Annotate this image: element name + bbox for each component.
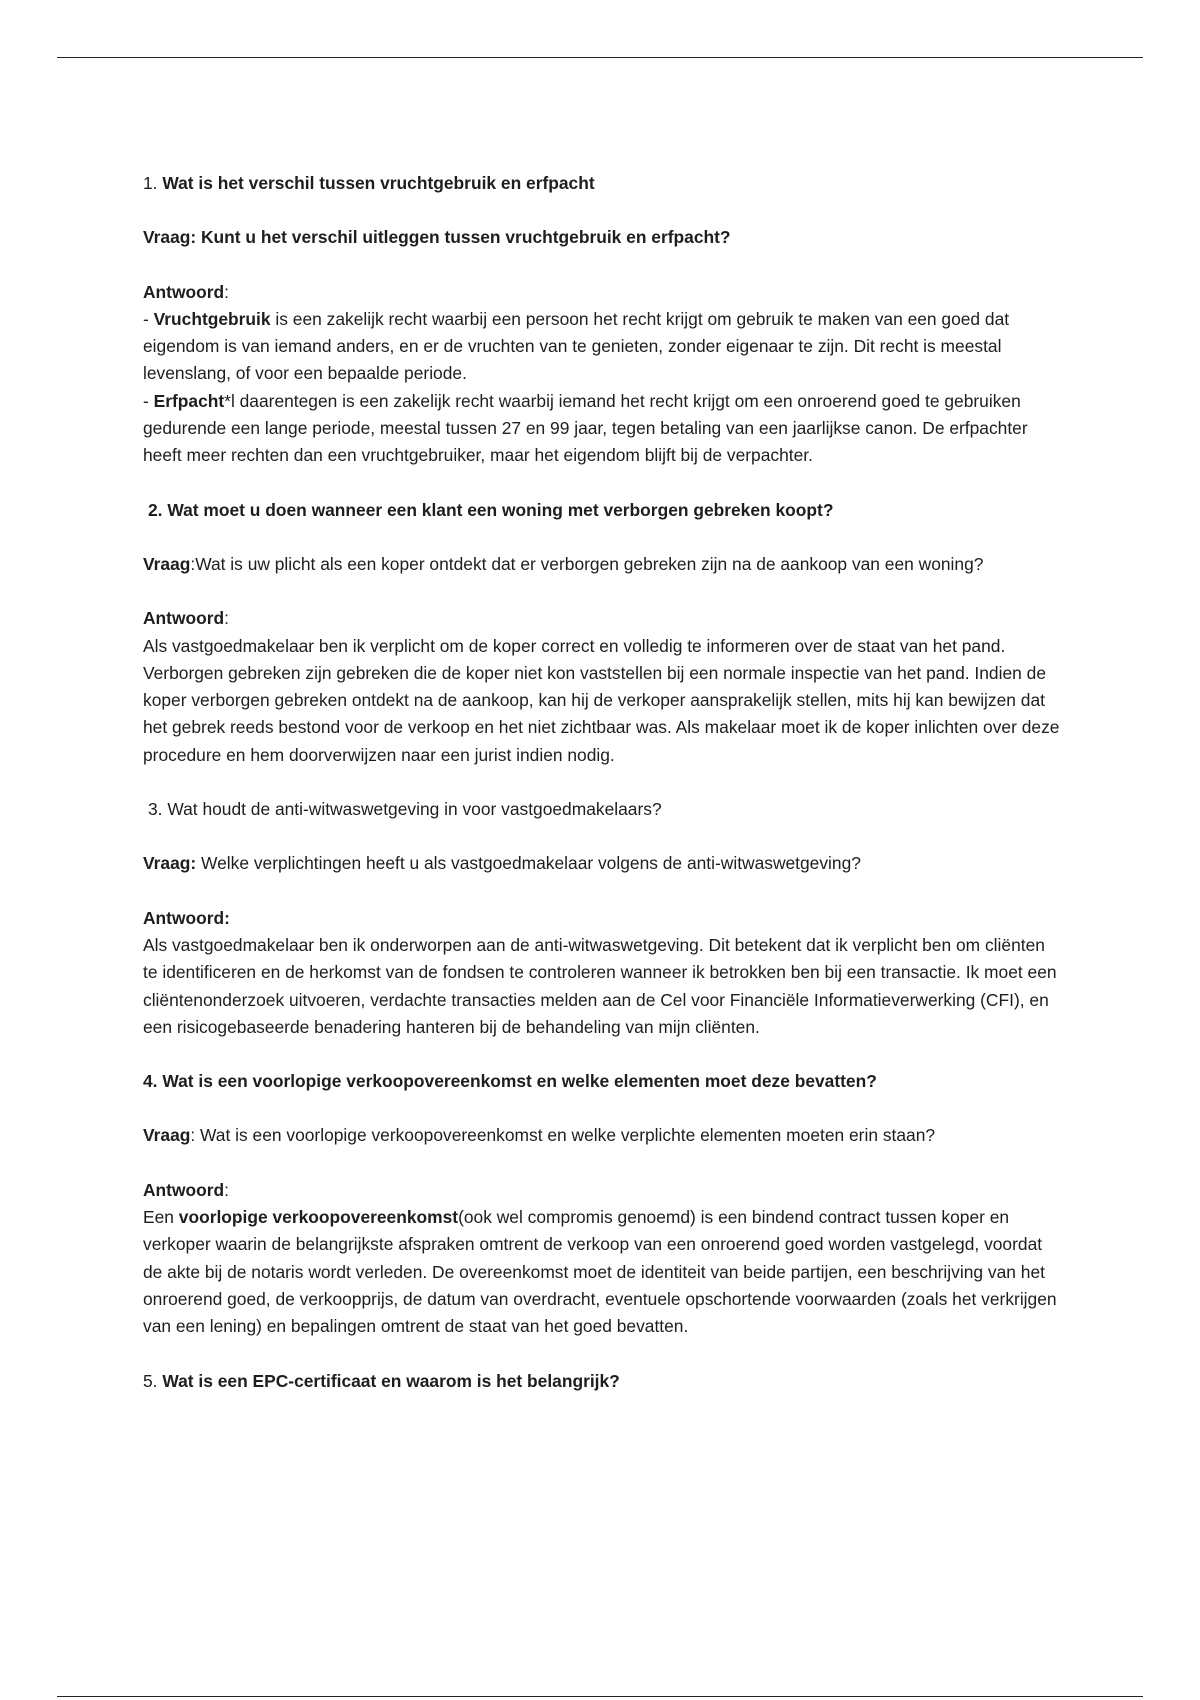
section-2-question <box>143 551 1063 578</box>
section-5-title: Wat is een EPC-certificaat en waarom is het belangrijk? <box>162 1370 620 1391</box>
section-1-bullet-erfpacht <box>143 388 1063 470</box>
answer-body: (ook wel compromis genoemd) is een bindend contract tussen koper en verkoper waarin de belangrijkste afspraken omtrent de verkoop van een onroerend goed worden vastgelegd, voordat de akte bij de notaris wordt verleden. De overeenkomst moet de identiteit van beide partijen, een beschrijving van het onroerend goed, de verkoopprijs, de datum van overdracht, eventuele opschortende voorwaarden (zoals het verkrijgen van een lening) en bepalingen omtrent de staat van het goed bevatten. <box>143 1207 1057 1337</box>
section-1-number: 1. <box>143 173 163 193</box>
section-5-number: 5. <box>143 1370 163 1391</box>
section-4-answer-text <box>143 1204 1063 1340</box>
bullet-dash: - <box>143 390 154 411</box>
section-1-heading <box>143 170 1063 197</box>
answer-intro: Een <box>143 1207 179 1228</box>
document-body <box>143 170 1063 1395</box>
section-1-title: Wat is het verschil tussen vruchtgebruik en erfpacht <box>162 173 595 193</box>
answer-label: Antwoord <box>143 1179 225 1200</box>
question-text: :Wat is uw plicht als een koper ontdekt dat er verborgen gebreken zijn na de aankoop van een woning? <box>190 553 984 574</box>
question-label: Vraag: <box>143 853 197 874</box>
section-4-question <box>143 1122 1063 1149</box>
section-2-answer-label <box>143 605 1063 632</box>
section-3-answer-text: Als vastgoedmakelaar ben ik onderworpen aan de anti-witwaswetgeving. Dit betekent dat ik verplicht ben om cliënten te identificeren en de herkomst van de fondsen te controleren wanneer ik betrokken ben bij een transactie. Ik moet een cliëntenonderzoek uitvoeren, verdachte transacties melden aan de Cel voor Financiële Informatieverwerking (CFI), en een risicogebaseerde benadering hanteren bij de behandeling van mijn cliënten. <box>143 934 1057 1037</box>
question-label: Vraag <box>143 553 191 574</box>
question-label: Vraag <box>143 227 191 248</box>
question-text: : Wat is een voorlopige verkoopovereenkomst en welke verplichte elementen moeten erin staan? <box>190 1125 936 1146</box>
section-3-answer-label: Antwoord: <box>143 907 230 928</box>
section-3-question <box>143 850 1063 877</box>
header-rule <box>57 57 1143 58</box>
section-1-answer-label <box>143 279 1063 306</box>
answer-term: voorlopige verkoopovereenkomst <box>178 1207 459 1228</box>
bullet-text: *l daarentegen is een zakelijk recht waarbij iemand het recht krijgt om een onroerend goed te gebruiken gedurende een lange periode, meestal tussen 27 en 99 jaar, tegen betaling van een jaarlijkse canon. De erfpachter heeft meer rechten dan een vruchtgebruiker, maar het eigendom blijft bij de verpachter. <box>143 390 1028 466</box>
bullet-term: Erfpacht <box>153 390 225 411</box>
bullet-text: is een zakelijk recht waarbij een persoon het recht krijgt om gebruik te maken van een goed dat eigendom is van iemand anders, en er de vruchten van te genieten, zonder eigenaar te zijn. Dit recht is meestal levenslang, of voor een bepaalde periode. <box>143 308 1010 384</box>
answer-colon: : <box>224 608 229 629</box>
answer-colon: : <box>224 1179 229 1200</box>
question-text: : Kunt u het verschil uitleggen tussen vruchtgebruik en erfpacht? <box>190 227 731 248</box>
bullet-term: Vruchtgebruik <box>153 308 271 329</box>
section-2-answer-text: Als vastgoedmakelaar ben ik verplicht om de koper correct en volledig te informeren over de staat van het pand. Verborgen gebreken zijn gebreken die de koper niet kon vaststellen bij een normale inspectie van het pand. Indien de koper verborgen gebreken ontdekt na de aankoop, kan hij de verkoper aansprakelijk stellen, mits hij kan bewijzen dat het gebrek reeds bestond voor de verkoop en het niet zichtbaar was. Als makelaar moet ik de koper inlichten over deze procedure en hem doorverwijzen naar een jurist indien nodig. <box>143 635 1060 765</box>
section-5-heading <box>143 1368 1063 1395</box>
question-label: Vraag <box>143 1125 191 1146</box>
section-2-heading: 2. Wat moet u doen wanneer een klant een woning met verborgen gebreken koopt? <box>148 499 834 520</box>
question-text: Welke verplichtingen heeft u als vastgoedmakelaar volgens de anti-witwaswetgeving? <box>196 853 861 874</box>
answer-label: Antwoord <box>143 281 225 302</box>
answer-colon: : <box>224 281 229 302</box>
section-3-heading: 3. Wat houdt de anti-witwaswetgeving in voor vastgoedmakelaars? <box>148 799 662 820</box>
section-1-question <box>143 224 1063 251</box>
section-4-answer-label <box>143 1177 1063 1204</box>
section-4-heading: 4. Wat is een voorlopige verkoopovereenkomst en welke elementen moet deze bevatten? <box>143 1071 877 1092</box>
answer-label: Antwoord <box>143 608 225 629</box>
footer-rule <box>57 1696 1143 1697</box>
section-1-bullet-vruchtgebruik <box>143 306 1063 388</box>
bullet-dash: - <box>143 308 154 329</box>
